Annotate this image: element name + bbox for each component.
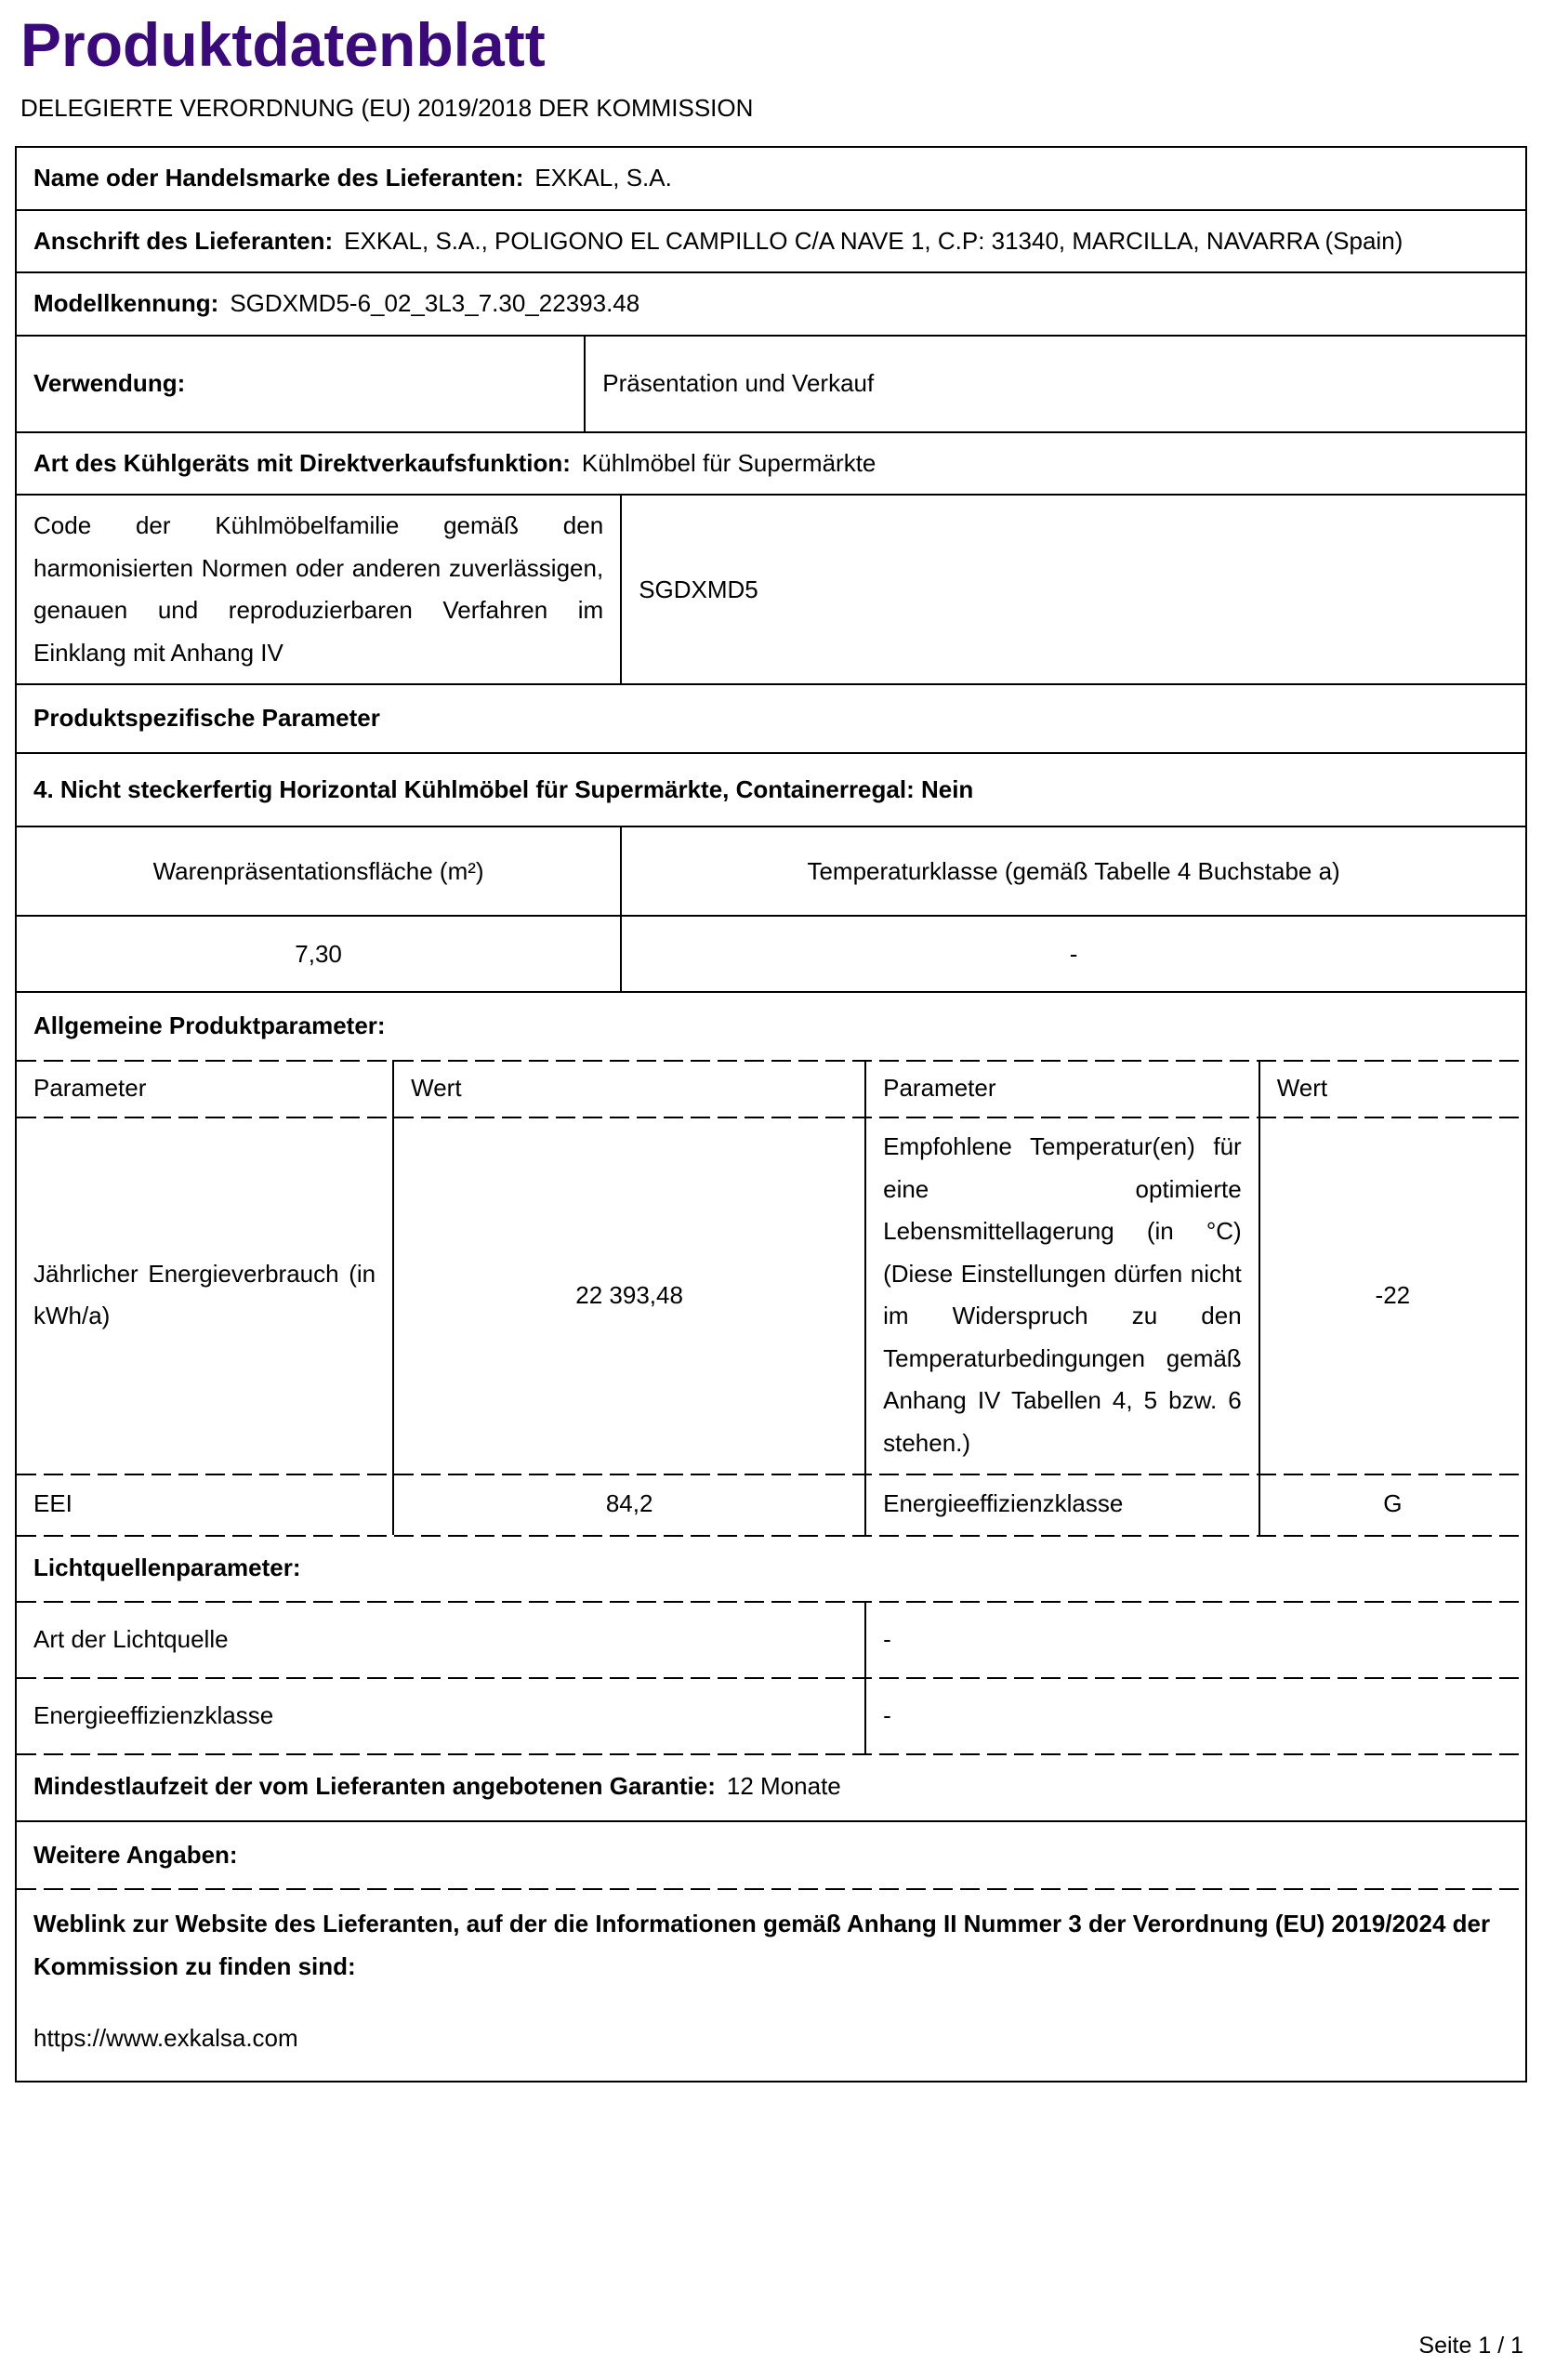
section-more-info-heading — [17, 1820, 1525, 1889]
weblink-row — [17, 1888, 1525, 2081]
light-energy-class-label-cell — [17, 1677, 864, 1753]
display-area-header-cell — [17, 827, 620, 915]
temp-class-value: - — [1069, 939, 1078, 968]
family-code-value-cell — [620, 496, 1525, 683]
display-area-value-cell — [17, 917, 620, 991]
product-specific-heading-text: Produktspezifische Parameter — [33, 704, 380, 733]
usage-label-cell — [17, 337, 584, 431]
light-energy-class-row — [17, 1677, 1525, 1753]
category-heading-text: 4. Nicht steckerfertig Horizontal Kühlmöbel für Supermärkte, Containerregal: Nein — [33, 774, 974, 803]
display-area-header-row — [17, 826, 1525, 915]
model-id-value: SGDXMD5-6_02_3L3_7.30_22393.48 — [230, 289, 640, 318]
temp-class-header: Temperaturklasse (gemäß Tabelle 4 Buchstabe a) — [807, 856, 1340, 885]
display-area-value: 7,30 — [295, 939, 342, 968]
display-area-header: Warenpräsentationsfläche (m²) — [152, 856, 484, 885]
weblink-url[interactable]: https://www.exkalsa.com — [33, 2024, 298, 2053]
light-energy-class-value: - — [883, 1700, 891, 1729]
energy-class-value-cell — [1259, 1474, 1525, 1535]
param-header-1-cell — [17, 1060, 392, 1117]
eei-label: EEI — [33, 1489, 72, 1518]
general-table-header-row — [17, 1060, 1525, 1117]
warranty-value: 12 Monate — [726, 1772, 841, 1801]
warranty-label: Mindestlaufzeit der vom Lieferanten angebotenen Garantie: — [33, 1772, 716, 1801]
eei-value: 84,2 — [605, 1489, 653, 1518]
model-id-row — [17, 271, 1525, 335]
family-code-label: Code der Kühlmöbelfamilie gemäß den harmonisierten Normen oder anderen zuverlässigen, genauen und reproduzierbaren Verfahren im Einklang mit Anhang IV — [33, 511, 604, 667]
general-params-heading-text: Allgemeine Produktparameter: — [33, 1012, 386, 1040]
param-header-2: Parameter — [883, 1073, 996, 1102]
recommended-temp-label-cell — [864, 1117, 1259, 1474]
light-energy-class-value-cell — [864, 1677, 1525, 1753]
supplier-name-value: EXKAL, S.A. — [534, 164, 672, 192]
light-energy-class-label: Energieeffizienzklasse — [33, 1700, 274, 1729]
category-heading-row — [17, 752, 1525, 826]
light-source-type-row — [17, 1601, 1525, 1677]
wert-header-2-cell — [1259, 1060, 1525, 1117]
light-source-type-value: - — [883, 1624, 891, 1653]
weblink-label: Weblink zur Website des Lieferanten, auf der die Informationen gemäß Anhang II Nummer 3 der Verordnung (EU) 2019/2024 der Kommission zu finden sind: — [33, 1910, 1491, 1980]
display-area-values-row — [17, 915, 1525, 991]
recommended-temp-value-cell — [1259, 1117, 1525, 1474]
energy-class-label-cell — [864, 1474, 1259, 1535]
supplier-name-label: Name oder Handelsmarke des Lieferanten: — [33, 164, 524, 192]
supplier-address-value: EXKAL, S.A., POLIGONO EL CAMPILLO C/A NAVE 1, C.P: 31340, MARCILLA, NAVARRA (Spain) — [344, 226, 1404, 255]
warranty-row — [17, 1753, 1525, 1820]
appliance-type-row — [17, 431, 1525, 495]
supplier-address-row — [17, 209, 1525, 272]
page-number: Seite 1 / 1 — [1418, 2333, 1523, 2360]
annual-energy-label: Jährlicher Energieverbrauch (in kWh/a) — [33, 1259, 376, 1330]
param-header-2-cell — [864, 1060, 1259, 1117]
family-code-value: SGDXMD5 — [639, 575, 758, 603]
light-source-type-label: Art der Lichtquelle — [33, 1624, 229, 1653]
eei-value-cell — [392, 1474, 864, 1535]
regulation-reference: DELEGIERTE VERORDNUNG (EU) 2019/2018 DER KOMMISSION — [20, 93, 754, 122]
usage-label: Verwendung: — [33, 369, 186, 398]
recommended-temp-value: -22 — [1375, 1280, 1411, 1309]
light-source-type-value-cell — [864, 1601, 1525, 1677]
datasheet-table — [15, 146, 1527, 2082]
usage-row — [17, 335, 1525, 431]
temp-class-value-cell — [620, 917, 1525, 991]
light-source-type-label-cell — [17, 1601, 864, 1677]
section-product-specific-heading — [17, 683, 1525, 752]
supplier-name-row — [17, 148, 1525, 209]
general-table-row-eei — [17, 1474, 1525, 1535]
more-info-heading-text: Weitere Angaben: — [33, 1840, 238, 1869]
wert-header-2: Wert — [1276, 1073, 1328, 1102]
usage-value: Präsentation und Verkauf — [602, 369, 875, 398]
model-id-label: Modellkennung: — [33, 289, 219, 318]
annual-energy-label-cell — [17, 1117, 392, 1474]
energy-class-value: G — [1383, 1489, 1403, 1518]
section-general-params-heading — [17, 991, 1525, 1060]
family-code-row — [17, 494, 1525, 683]
general-table-row-energy — [17, 1117, 1525, 1474]
annual-energy-value: 22 393,48 — [575, 1280, 683, 1309]
family-code-label-cell — [17, 496, 620, 683]
wert-header-1: Wert — [411, 1073, 462, 1102]
light-params-heading-text: Lichtquellenparameter: — [33, 1553, 301, 1581]
appliance-type-label: Art des Kühlgeräts mit Direktverkaufsfunktion: — [33, 448, 571, 477]
eei-label-cell — [17, 1474, 392, 1535]
param-header-1: Parameter — [33, 1073, 147, 1102]
appliance-type-value: Kühlmöbel für Supermärkte — [581, 448, 876, 477]
energy-class-label: Energieeffizienzklasse — [883, 1489, 1124, 1518]
annual-energy-value-cell — [392, 1117, 864, 1474]
page-title: Produktdatenblatt — [20, 10, 546, 79]
supplier-address-label: Anschrift des Lieferanten: — [33, 226, 334, 255]
wert-header-1-cell — [392, 1060, 864, 1117]
temp-class-header-cell — [620, 827, 1525, 915]
recommended-temp-label: Empfohlene Temperatur(en) für eine optimierte Lebensmittellagerung (in °C) (Diese Einstellungen dürfen nicht im Widerspruch zu den Temperaturbedingungen gemäß Anhang IV Tabellen 4, 5 bzw. 6 stehen.) — [883, 1132, 1242, 1457]
section-light-params-heading — [17, 1535, 1525, 1602]
document-header — [15, 11, 1527, 146]
usage-value-cell — [584, 337, 1525, 431]
